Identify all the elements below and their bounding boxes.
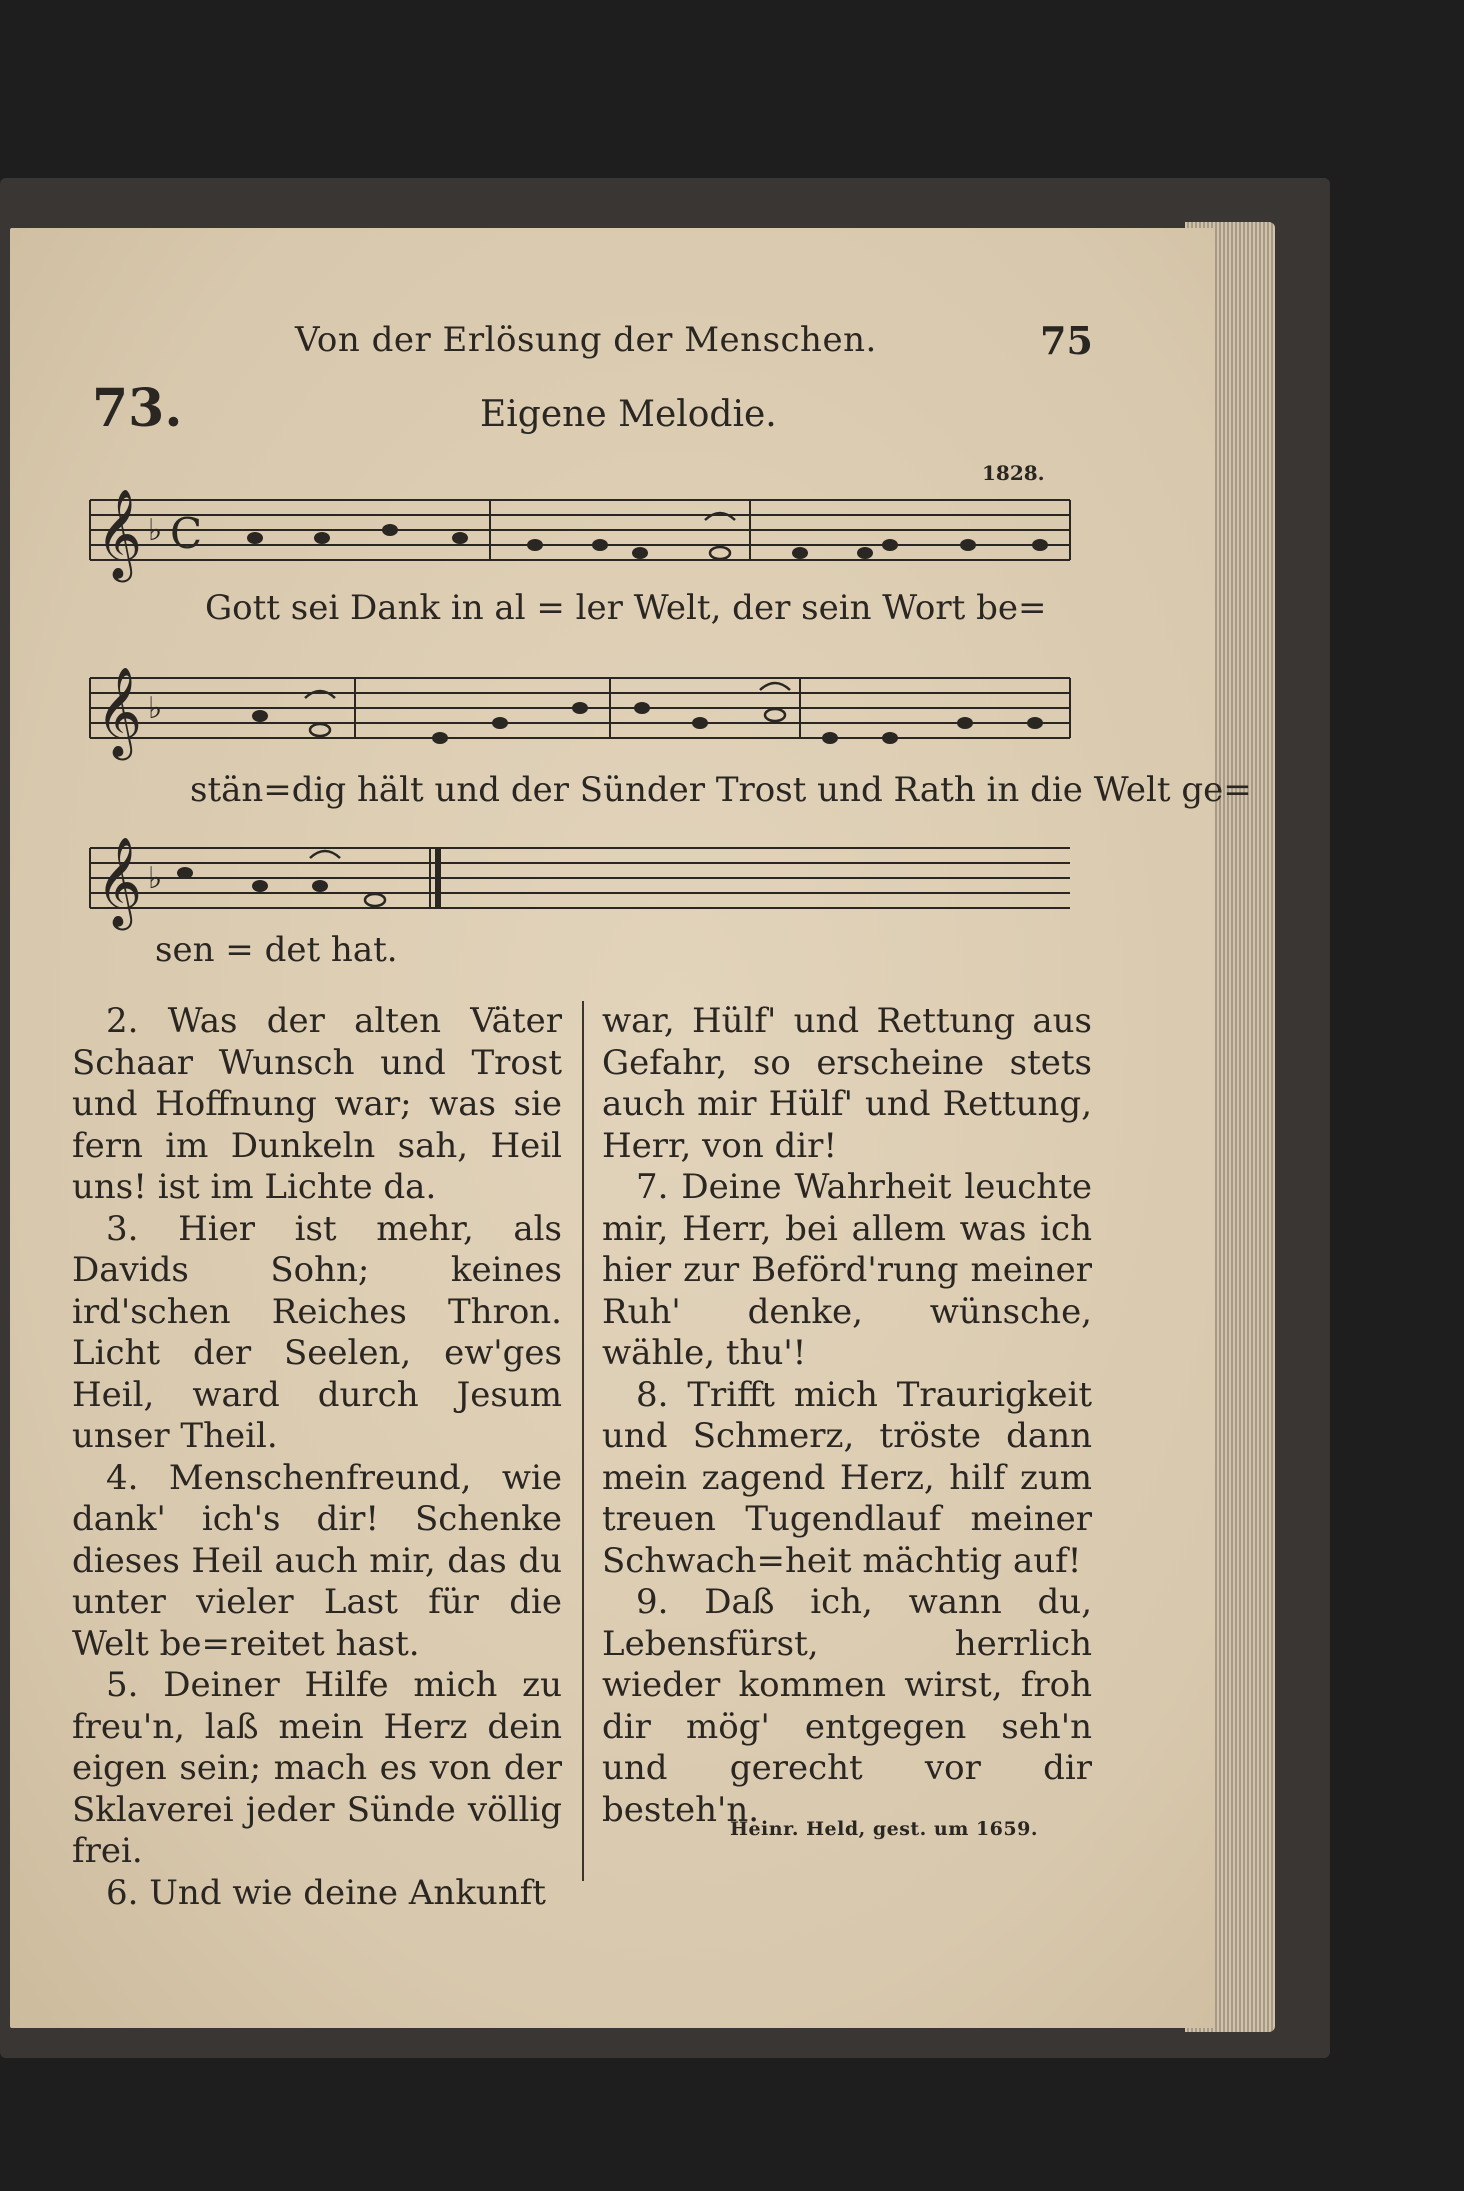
music-staff-2 — [10, 638, 1215, 757]
verse-5: 5. Deiner Hilfe mich zu freu'n, laß mein Herz dein eigen sein; mach es von der Sklaverei jeder Sünde völlig frei. — [72, 1665, 562, 1871]
verses-columns — [72, 1001, 1092, 1913]
svg-text:♭: ♭ — [148, 691, 163, 726]
page-number: 75 — [1040, 318, 1093, 363]
verse-9: 9. Daß ich, wann du, Lebensfürst, herrlich wieder kommen wirst, froh dir mög' entgegen seh'n und gerecht vor dir besteh'n. — [602, 1582, 1092, 1830]
svg-text:♭: ♭ — [148, 513, 163, 548]
column-divider — [582, 1001, 584, 1881]
verse-2: 2. Was der alten Väter Schaar Wunsch und Trost und Hoffnung war; was sie fern im Dunkeln sah, Heil uns! ist im Lichte da. — [72, 1001, 562, 1207]
book-page — [10, 228, 1252, 2028]
verse-3: 3. Hier ist mehr, als Davids Sohn; keines ird'schen Reiches Thron. Licht der Seelen, ew'ges Heil, ward durch Jesum unser Theil. — [72, 1208, 562, 1456]
verse-8: 8. Trifft mich Traurigkeit und Schmerz, tröste dann mein zagend Herz, hilf zum treuen Tugendlauf meiner Schwach=heit mächtig auf! — [602, 1374, 1092, 1581]
verses-left-column — [72, 1001, 562, 1914]
melody-label: Eigene Melodie. — [480, 394, 777, 435]
svg-text:𝄞: 𝄞 — [96, 837, 143, 927]
svg-text:C: C — [170, 509, 203, 558]
lyrics-line-1: Gott sei Dank in al = ler Welt, der sein Wort be= — [205, 588, 1047, 628]
composition-year: 1828. — [982, 461, 1045, 485]
svg-text:𝄞: 𝄞 — [96, 489, 143, 579]
author-attribution: Heinr. Held, gest. um 1659. — [730, 1818, 1038, 1840]
verses-right-column — [602, 1001, 1092, 1831]
verse-7: 7. Deine Wahrheit leuchte mir, Herr, bei allem was ich hier zur Beförd'rung meiner Ruh' denke, wünsche, wähle, thu'! — [602, 1167, 1092, 1373]
music-staff-3 — [10, 818, 1215, 928]
hymn-number: 73. — [92, 378, 183, 439]
verse-4: 4. Menschenfreund, wie dank' ich's dir! Schenke dieses Heil auch mir, das du unter vieler Last für die Welt be=reitet hast. — [72, 1457, 562, 1664]
running-title: Von der Erlösung der Menschen. — [295, 320, 877, 360]
svg-text:♭: ♭ — [148, 861, 163, 896]
lyrics-line-3: sen = det hat. — [155, 930, 398, 970]
music-staff-1 — [10, 478, 1215, 588]
verse-6-start: 6. Und wie deine Ankunft — [106, 1872, 546, 1913]
svg-text:𝄞: 𝄞 — [96, 667, 143, 757]
lyrics-line-2: stän=dig hält und der Sünder Trost und Rath in die Welt ge= — [190, 770, 1252, 810]
verse-6-continued: war, Hülf' und Rettung aus Gefahr, so erscheine stets auch mir Hülf' und Rettung, Herr, von dir! — [602, 1001, 1092, 1166]
